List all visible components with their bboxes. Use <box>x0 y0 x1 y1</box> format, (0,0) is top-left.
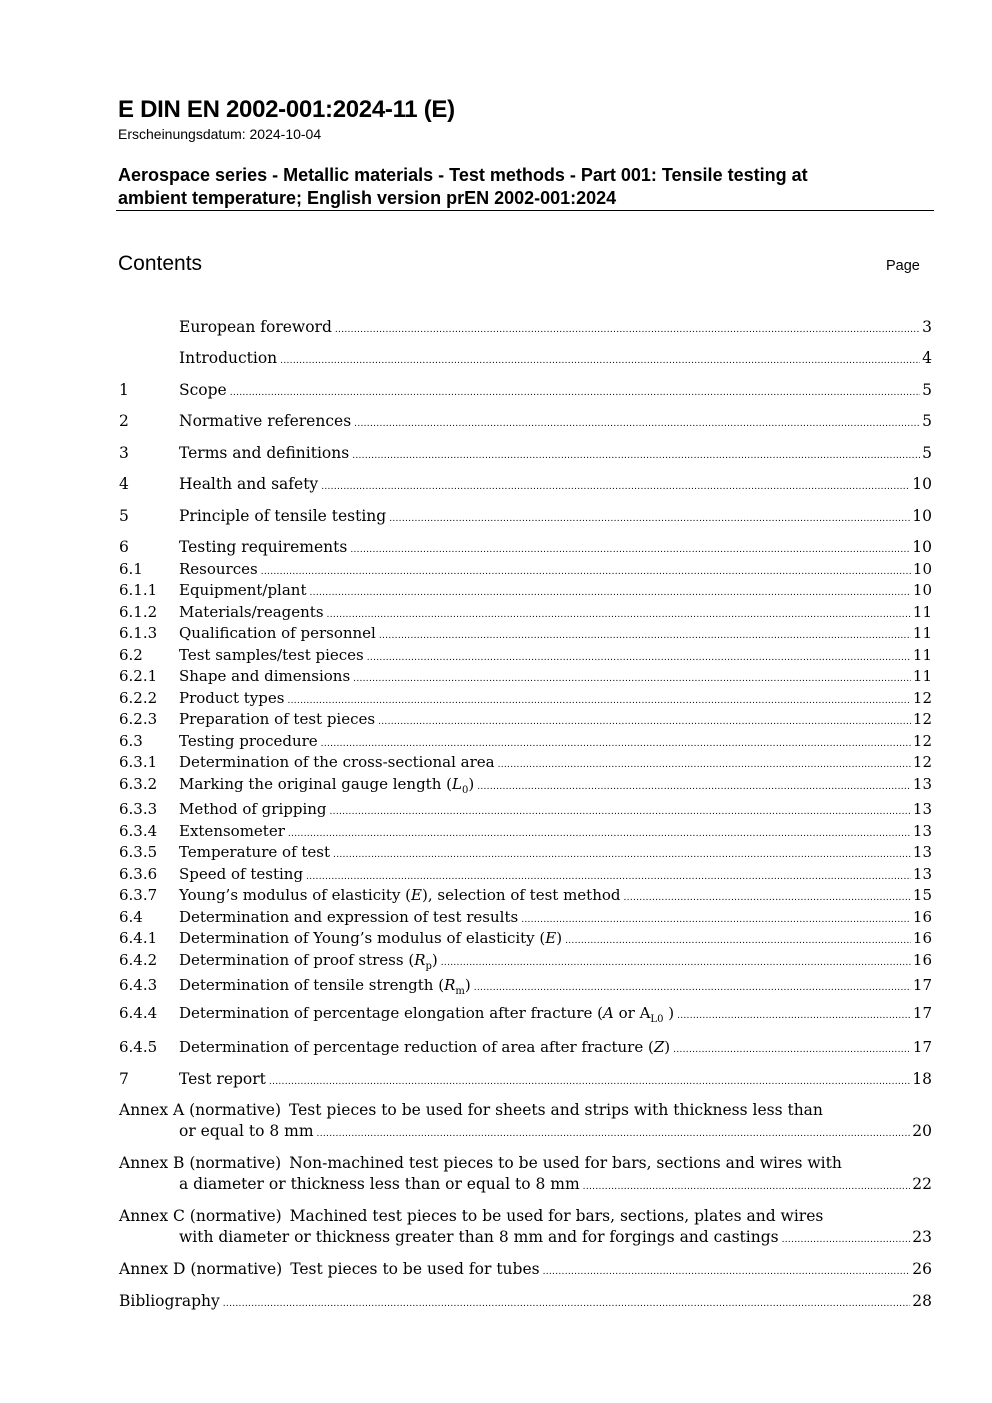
toc-entry-title <box>179 1004 674 1025</box>
toc-entry-title-text: Equipment/plant <box>179 581 307 599</box>
toc-entry-title-text: Determination of Young’s modulus of elasticity ( <box>179 929 546 947</box>
toc-dot-leader <box>354 420 920 429</box>
toc-entry-page: 13 <box>912 865 932 883</box>
toc-entry-title-text: Speed of testing <box>179 865 304 883</box>
document-title: E DIN EN 2002-001:2024-11 (E) <box>118 96 455 123</box>
toc-entry-page: 13 <box>912 800 932 818</box>
toc-entry[interactable] <box>119 444 932 466</box>
annex-page: 20 <box>912 1122 932 1140</box>
toc-dot-leader <box>565 937 911 946</box>
toc-dot-leader <box>306 873 911 882</box>
annex-title-continued: a diameter or thickness less than or equal to 8 mm <box>179 1175 580 1193</box>
subtitle-line-1: Aerospace series - Metallic materials - Test methods - Part 001: Tensile testing at <box>118 165 808 185</box>
toc-dot-leader <box>441 959 911 968</box>
toc-entry-symbol: E <box>545 929 557 947</box>
subtitle-line-2: ambient temperature; English version prEN 2002-001:2024 <box>118 188 617 208</box>
toc-entry-number: 6.4.2 <box>119 951 158 969</box>
toc-dot-leader <box>335 326 920 335</box>
toc-entry[interactable] <box>119 732 932 754</box>
toc-entry[interactable] <box>119 753 932 775</box>
toc-entry-title <box>179 689 284 707</box>
toc-entry-title-tail-2: ) <box>663 1004 675 1022</box>
toc-entry[interactable] <box>119 689 932 711</box>
toc-entry-title-text: Shape and dimensions <box>179 667 351 685</box>
toc-entry-title <box>179 444 349 462</box>
toc-entry[interactable] <box>119 886 932 908</box>
toc-entry[interactable] <box>119 800 932 822</box>
toc-entry-page: 10 <box>912 507 932 525</box>
toc-dot-leader <box>261 568 911 577</box>
annex-title-continued: with diameter or thickness greater than 8 mm and for forgings and castings <box>179 1228 779 1246</box>
annex-entry-line-1[interactable] <box>119 1101 932 1119</box>
toc-entry-number: 6.3.4 <box>119 822 158 840</box>
toc-dot-leader <box>230 389 920 398</box>
toc-entry-page: 11 <box>912 624 932 642</box>
toc-entry-title <box>179 318 332 336</box>
toc-entry-title <box>179 667 350 685</box>
annex-entry-line-2[interactable] <box>179 1228 932 1250</box>
annex-page: 26 <box>912 1260 932 1278</box>
toc-entry-number: 3 <box>119 444 129 462</box>
toc-entry-page: 18 <box>912 1070 932 1088</box>
toc-dot-leader <box>782 1236 911 1245</box>
toc-entry-title-text: Terms and definitions <box>179 444 350 462</box>
toc-entry-title-text: Preparation of test pieces <box>179 710 376 728</box>
toc-entry-number: 4 <box>119 475 129 493</box>
toc-entry-title <box>179 976 471 997</box>
toc-entry[interactable] <box>119 929 932 951</box>
toc-dot-leader <box>498 761 911 770</box>
toc-entry-page: 16 <box>912 908 932 926</box>
annex-label: Annex B (normative) <box>119 1154 282 1172</box>
toc-dot-leader <box>379 632 911 641</box>
toc-dot-leader <box>310 589 911 598</box>
bibliography-entry[interactable] <box>119 1292 932 1314</box>
toc-entry[interactable] <box>119 381 932 403</box>
toc-entry-title-text: European foreword <box>179 318 332 336</box>
toc-entry-title-text: Resources <box>179 560 258 578</box>
toc-entry-title <box>179 349 277 367</box>
toc-entry-page: 16 <box>912 951 932 969</box>
toc-entry-title-text: Extensometer <box>179 822 285 840</box>
toc-dot-leader <box>330 808 911 817</box>
toc-dot-leader <box>378 718 911 727</box>
toc-entry[interactable] <box>119 560 932 582</box>
toc-entry-title-text: Young’s modulus of elasticity ( <box>179 886 412 904</box>
toc-entry-title-text: Testing requirements <box>179 538 348 556</box>
toc-entry-title-text: Product types <box>179 689 285 707</box>
toc-entry-number: 6.2.1 <box>119 667 158 685</box>
toc-dot-leader <box>673 1046 911 1055</box>
toc-entry-title-text: Determination of percentage elongation after fracture ( <box>179 1004 603 1022</box>
toc-entry-page: 12 <box>912 732 932 750</box>
annex-entry-line-1[interactable] <box>119 1154 932 1172</box>
toc-entry-page: 4 <box>922 349 932 367</box>
toc-entry-subscript: 0 <box>461 785 469 796</box>
toc-entry[interactable] <box>119 624 932 646</box>
annex-title: Test pieces to be used for sheets and strips with thickness less than <box>289 1101 823 1119</box>
toc-entry-title <box>179 646 364 664</box>
toc-entry-page: 11 <box>912 646 932 664</box>
toc-entry-title <box>179 507 386 525</box>
toc-entry-page: 12 <box>912 710 932 728</box>
toc-entry-number: 6.3.1 <box>119 753 158 771</box>
toc-entry-symbol: R <box>444 976 456 994</box>
title-rule <box>116 210 934 211</box>
toc-entry-title <box>179 475 318 493</box>
toc-entry-title-text: Materials/reagents <box>179 603 324 621</box>
toc-entry-title-text: Qualification of personnel <box>179 624 376 642</box>
toc-entry-subscript: m <box>455 986 465 997</box>
toc-entry-title <box>179 800 327 818</box>
toc-entry-page: 3 <box>922 318 932 336</box>
toc-entry-number: 2 <box>119 412 129 430</box>
toc-entry[interactable] <box>119 318 932 340</box>
toc-entry-symbol: L <box>452 775 462 793</box>
toc-entry[interactable] <box>119 951 932 973</box>
toc-entry-page: 5 <box>922 381 932 399</box>
toc-entry[interactable] <box>119 822 932 844</box>
toc-dot-leader <box>352 452 920 461</box>
toc-dot-leader <box>367 654 911 663</box>
annex-title: Machined test pieces to be used for bars, sections, plates and wires <box>289 1207 824 1225</box>
annex-entry-line-2[interactable] <box>179 1175 932 1197</box>
annex-title-text: Test pieces to be used for tubes <box>290 1260 540 1278</box>
annex-label: Annex C (normative) <box>119 1207 282 1225</box>
toc-entry-title-text: Normative references <box>179 412 352 430</box>
toc-entry-title <box>179 581 307 599</box>
toc-entry-number: 5 <box>119 507 129 525</box>
annex-title-continued: or equal to 8 mm <box>179 1122 314 1140</box>
toc-entry[interactable] <box>119 507 932 529</box>
toc-entry-title <box>179 822 285 840</box>
toc-entry-page: 10 <box>912 475 932 493</box>
toc-entry-subscript: p <box>425 961 432 972</box>
toc-entry[interactable] <box>119 775 932 797</box>
toc-entry[interactable] <box>119 349 932 371</box>
toc-dot-leader <box>327 611 911 620</box>
toc-entry-title <box>179 843 330 861</box>
toc-entry-page: 15 <box>912 886 932 904</box>
toc-entry-title <box>179 381 227 399</box>
toc-entry-symbol: Z <box>653 1038 665 1056</box>
toc-entry[interactable] <box>119 581 932 603</box>
toc-entry[interactable] <box>119 646 932 668</box>
toc-entry-title <box>179 560 258 578</box>
toc-entry-title <box>179 886 621 904</box>
toc-entry[interactable] <box>119 1038 932 1060</box>
toc-entry-title-tail: ), selection of test method <box>422 886 621 904</box>
toc-entry-page: 13 <box>912 843 932 861</box>
toc-entry-number: 6.1 <box>119 560 143 578</box>
toc-entry-page: 12 <box>912 689 932 707</box>
toc-entry-number: 6.4.5 <box>119 1038 158 1056</box>
toc-entry-title <box>179 624 376 642</box>
toc-entry-number: 6.2.3 <box>119 710 158 728</box>
toc-entry-title-text: Principle of tensile testing <box>179 507 387 525</box>
toc-entry-title-text: Determination of percentage reduction of area after fracture ( <box>179 1038 654 1056</box>
toc-dot-leader <box>353 675 911 684</box>
toc-dot-leader <box>269 1078 910 1087</box>
toc-dot-leader <box>543 1268 911 1277</box>
toc-dot-leader <box>350 546 910 555</box>
toc-entry[interactable] <box>119 603 932 625</box>
contents-heading: Contents <box>118 252 203 275</box>
toc-entry-page: 17 <box>912 976 932 994</box>
toc-entry-title-text: Determination of tensile strength ( <box>179 976 445 994</box>
toc-entry-title-text: Test report <box>179 1070 266 1088</box>
toc-entry[interactable] <box>119 908 932 930</box>
toc-entry-number: 6.3.5 <box>119 843 158 861</box>
toc-dot-leader <box>583 1183 911 1192</box>
toc-entry-number: 6.3 <box>119 732 143 750</box>
toc-entry-number: 6 <box>119 538 129 556</box>
toc-entry-subscript-2: L0 <box>650 1014 664 1025</box>
toc-entry-page: 17 <box>912 1038 932 1056</box>
toc-dot-leader <box>333 851 911 860</box>
toc-entry-title <box>179 775 474 796</box>
toc-dot-leader <box>317 1130 911 1139</box>
toc-entry-page: 11 <box>912 603 932 621</box>
annex-entry-line-2[interactable] <box>179 1122 932 1144</box>
toc-entry-title-text: Determination and expression of test results <box>179 908 519 926</box>
toc-dot-leader <box>477 783 911 792</box>
document-subtitle <box>118 164 933 210</box>
toc-entry[interactable] <box>119 667 932 689</box>
toc-entry-number: 6.3.3 <box>119 800 158 818</box>
toc-dot-leader <box>321 483 910 492</box>
toc-entry-page: 11 <box>912 667 932 685</box>
toc-entry-page: 12 <box>912 753 932 771</box>
annex-title <box>119 1260 540 1278</box>
toc-entry[interactable] <box>119 1070 932 1092</box>
publication-date: Erscheinungsdatum: 2024-10-04 <box>118 126 322 142</box>
toc-dot-leader <box>389 515 910 524</box>
toc-entry[interactable] <box>119 1004 932 1026</box>
toc-entry-number: 6.1.1 <box>119 581 158 599</box>
toc-entry-page: 5 <box>922 444 932 462</box>
toc-entry-title <box>179 1070 266 1088</box>
annex-page: 22 <box>912 1175 932 1193</box>
bibliography-title: Bibliography <box>119 1292 220 1310</box>
toc-entry-number: 6.3.6 <box>119 865 158 883</box>
toc-entry-title-text: Health and safety <box>179 475 319 493</box>
annex-entry[interactable] <box>119 1260 932 1282</box>
toc-entry-title-text: Temperature of test <box>179 843 331 861</box>
toc-entry[interactable] <box>119 865 932 887</box>
toc-dot-leader <box>521 916 911 925</box>
toc-entry-number: 6.3.7 <box>119 886 158 904</box>
toc-entry-number: 6.4 <box>119 908 143 926</box>
toc-entry-number: 6.3.2 <box>119 775 158 793</box>
toc-entry-title-tail: ) <box>664 1038 671 1056</box>
toc-entry-page: 13 <box>912 822 932 840</box>
toc-entry-title <box>179 603 324 621</box>
toc-dot-leader <box>624 894 911 903</box>
toc-entry-title-text: Determination of the cross-sectional area <box>179 753 495 771</box>
toc-entry-title-text: Test samples/test pieces <box>179 646 364 664</box>
toc-entry-title <box>179 710 375 728</box>
toc-entry-page: 16 <box>912 929 932 947</box>
toc-entry-title-text: Method of gripping <box>179 800 327 818</box>
toc-entry[interactable] <box>119 538 932 560</box>
toc-entry-title <box>179 753 495 771</box>
toc-entry-number: 6.1.3 <box>119 624 158 642</box>
bibliography-page: 28 <box>912 1292 932 1310</box>
toc-entry-title <box>179 865 303 883</box>
toc-dot-leader <box>287 697 910 706</box>
toc-entry-number: 6.4.1 <box>119 929 158 947</box>
toc-entry-title-tail: or A <box>613 1004 651 1022</box>
toc-entry-title <box>179 908 518 926</box>
toc-entry-page: 10 <box>912 581 932 599</box>
toc-entry-title-text: Marking the original gauge length ( <box>179 775 452 793</box>
toc-entry-symbol: A <box>603 1004 614 1022</box>
toc-entry-title <box>179 732 318 750</box>
annex-label: Annex A (normative) <box>119 1101 281 1119</box>
toc-entry-page: 17 <box>912 1004 932 1022</box>
toc-entry-title-tail: ) <box>468 775 475 793</box>
toc-entry-page: 10 <box>912 538 932 556</box>
toc-entry-title-text: Determination of proof stress ( <box>179 951 415 969</box>
toc-entry[interactable] <box>119 412 932 434</box>
toc-entry-symbol: R <box>414 951 426 969</box>
toc-entry-number: 6.2.2 <box>119 689 158 707</box>
toc-entry-number: 1 <box>119 381 129 399</box>
toc-entry-number: 7 <box>119 1070 129 1088</box>
annex-title: Non-machined test pieces to be used for bars, sections and wires with <box>289 1154 842 1172</box>
toc-entry-title <box>179 951 438 972</box>
toc-entry-page: 13 <box>912 775 932 793</box>
toc-entry-title <box>179 1038 670 1056</box>
toc-entry-title-text: Scope <box>179 381 227 399</box>
toc-entry[interactable] <box>119 710 932 732</box>
toc-entry-number: 6.4.3 <box>119 976 158 994</box>
toc-entry-page: 5 <box>922 412 932 430</box>
toc-entry[interactable] <box>119 475 932 497</box>
toc-entry-title <box>179 538 347 556</box>
toc-dot-leader <box>677 1012 911 1021</box>
annex-label: Annex D (normative) <box>119 1260 283 1278</box>
toc-entry-page: 10 <box>912 560 932 578</box>
toc-dot-leader <box>321 740 911 749</box>
toc-entry-title <box>179 412 351 430</box>
toc-dot-leader <box>280 357 920 366</box>
toc-entry-title-tail: ) <box>464 976 471 994</box>
toc-entry[interactable] <box>119 976 932 998</box>
toc-entry-number: 6.1.2 <box>119 603 158 621</box>
toc-entry-title <box>179 929 562 947</box>
toc-entry-number: 6.2 <box>119 646 143 664</box>
toc-dot-leader <box>288 830 911 839</box>
toc-entry-title-tail: ) <box>431 951 438 969</box>
toc-entry[interactable] <box>119 843 932 865</box>
toc-entry-title-text: Testing procedure <box>179 732 318 750</box>
annex-page: 23 <box>912 1228 932 1246</box>
toc-entry-number: 6.4.4 <box>119 1004 158 1022</box>
toc-dot-leader <box>474 984 911 993</box>
toc-entry-title-tail: ) <box>556 929 563 947</box>
toc-entry-title-text: Introduction <box>179 349 278 367</box>
annex-entry-line-1[interactable] <box>119 1207 932 1225</box>
page-column-heading: Page <box>886 258 920 274</box>
toc-entry-symbol: E <box>411 886 422 904</box>
toc-dot-leader <box>223 1300 911 1309</box>
